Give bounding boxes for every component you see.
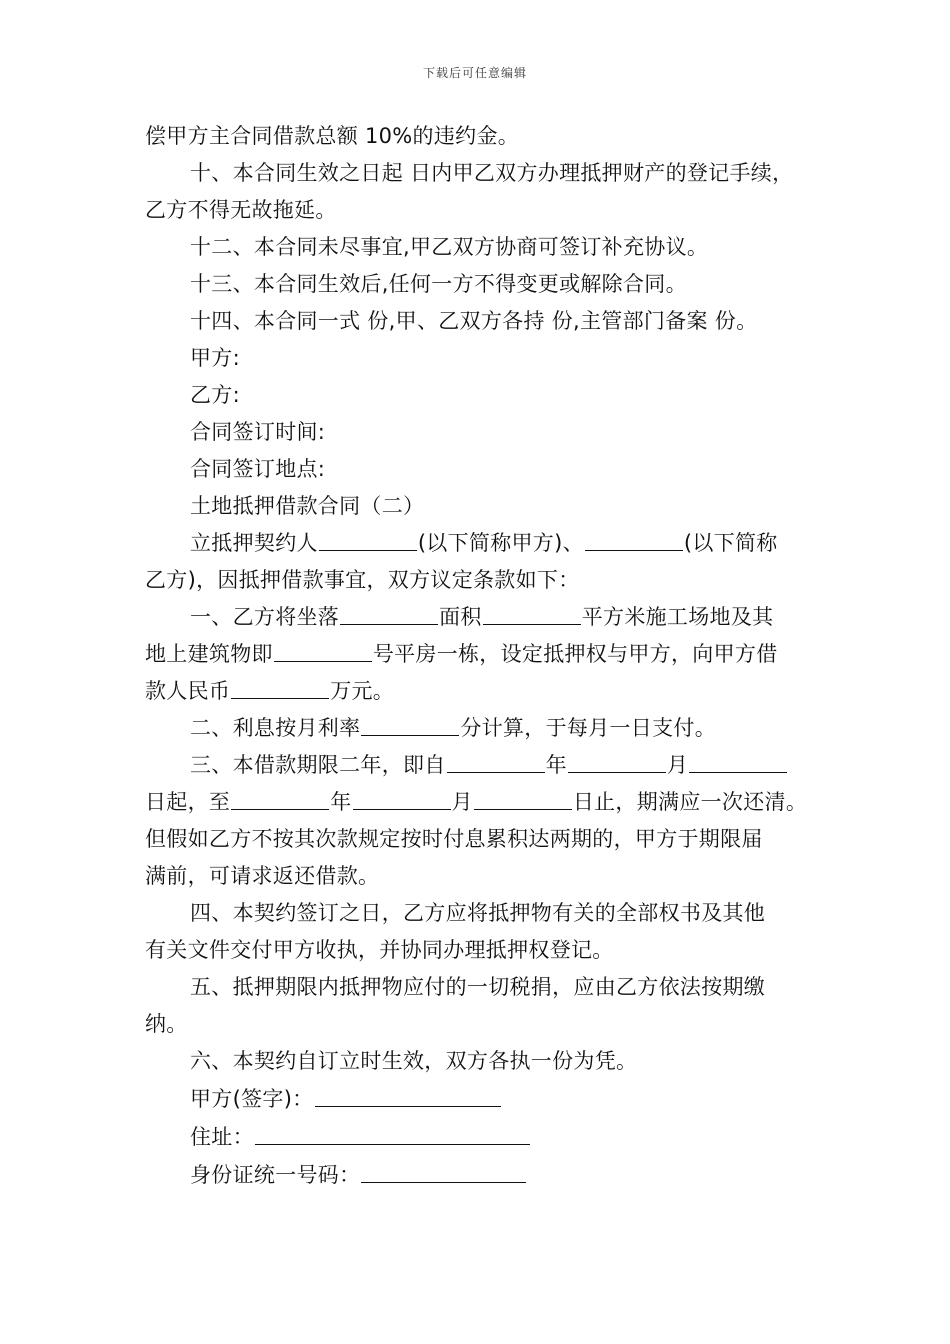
party-a-label: 甲方: bbox=[190, 346, 240, 370]
id-number-line bbox=[145, 1156, 825, 1194]
text-run: 日起，至 bbox=[145, 790, 231, 814]
blank-field bbox=[361, 713, 459, 736]
paragraph-line bbox=[145, 784, 825, 821]
paragraph-line: 但假如乙方不按其次款规定按时付息累积达两期的，甲方于期限届 bbox=[145, 827, 763, 851]
party-a-signature-line bbox=[145, 1080, 825, 1118]
paragraph-line: 偿甲方主合同借款总额 10%的违约金。 bbox=[145, 124, 520, 148]
paragraph-line bbox=[145, 636, 825, 673]
clause-four: 四、本契约签订之日，乙方应将抵押物有关的全部权书及其他 bbox=[190, 901, 766, 925]
parties-line bbox=[145, 525, 825, 562]
text-run: 二、利息按月利率 bbox=[190, 716, 361, 740]
paragraph-line: 乙方不得无故拖延。 bbox=[145, 198, 337, 222]
text-run: 号平房一栋，设定抵押权与甲方，向甲方借 bbox=[372, 642, 778, 666]
paragraph-line: 满前，可请求返还借款。 bbox=[145, 864, 380, 888]
text-run: (以下简称 bbox=[683, 531, 778, 555]
clause-five: 五、抵押期限内抵押物应付的一切税捐，应由乙方依法按期缴 bbox=[190, 975, 766, 999]
blank-field bbox=[231, 787, 329, 810]
address-line bbox=[145, 1118, 825, 1156]
page-header: 下载后可任意编辑 bbox=[422, 66, 527, 80]
text-run: 平方米施工场地及其 bbox=[581, 605, 774, 629]
clause-three bbox=[145, 747, 825, 784]
document-body bbox=[145, 118, 825, 1194]
text-run: 款人民币 bbox=[145, 679, 231, 703]
party-b-label: 乙方: bbox=[190, 383, 240, 407]
blank-field bbox=[689, 750, 787, 773]
blank-field bbox=[483, 602, 581, 625]
clause-six: 六、本契约自订立时生效，双方各执一份为凭。 bbox=[190, 1049, 638, 1073]
text-run: 甲方(签字)： bbox=[190, 1087, 314, 1111]
id-number-blank bbox=[361, 1160, 526, 1183]
text-run: 月 bbox=[451, 790, 473, 814]
blank-field bbox=[585, 528, 683, 551]
text-run: 三、本借款期限二年，即自 bbox=[190, 753, 446, 777]
signing-place-label: 合同签订地点: bbox=[190, 457, 326, 481]
text-run: 年 bbox=[545, 753, 567, 777]
clause-ten: 十、本合同生效之日起 日内甲乙双方办理抵押财产的登记手续， bbox=[190, 161, 794, 185]
blank-field bbox=[340, 602, 438, 625]
paragraph-line: 有关文件交付甲方收执，并协同办理抵押权登记。 bbox=[145, 938, 614, 962]
blank-field bbox=[231, 676, 329, 699]
text-run: 面积 bbox=[439, 605, 482, 629]
blank-field bbox=[274, 639, 372, 662]
text-run: 月 bbox=[666, 753, 689, 777]
blank-field bbox=[353, 787, 451, 810]
text-run: 一、乙方将坐落 bbox=[190, 605, 340, 629]
blank-field bbox=[319, 528, 417, 551]
paragraph-line: 乙方)，因抵押借款事宜，双方议定条款如下： bbox=[145, 568, 580, 592]
blank-field bbox=[568, 750, 666, 773]
clause-fourteen: 十四、本合同一式 份,甲、乙双方各持 份,主管部门备案 份。 bbox=[190, 309, 758, 333]
blank-field bbox=[447, 750, 545, 773]
text-run: 地上建筑物即 bbox=[145, 642, 273, 666]
text-run: 分计算，于每月一日支付。 bbox=[460, 716, 717, 740]
clause-two bbox=[145, 710, 825, 747]
clause-one bbox=[145, 599, 825, 636]
paragraph-line: 纳。 bbox=[145, 1012, 188, 1036]
clause-thirteen: 十三、本合同生效后,任何一方不得变更或解除合同。 bbox=[190, 272, 687, 296]
text-run: 日止，期满应一次还清。 bbox=[572, 790, 808, 814]
signing-time-label: 合同签订时间: bbox=[190, 420, 326, 444]
clause-twelve: 十二、本合同未尽事宜,甲乙双方协商可签订补充协议。 bbox=[190, 235, 709, 259]
text-run: 万元。 bbox=[330, 679, 395, 703]
text-run: (以下简称甲方)、 bbox=[417, 531, 584, 555]
blank-field bbox=[474, 787, 572, 810]
paragraph-line bbox=[145, 673, 825, 710]
address-blank bbox=[255, 1122, 530, 1145]
text-run: 住址： bbox=[190, 1125, 254, 1149]
text-run: 立抵押契约人 bbox=[190, 531, 318, 555]
contract-two-title: 土地抵押借款合同（二） bbox=[190, 494, 425, 518]
text-run: 身份证统一号码： bbox=[190, 1163, 361, 1187]
text-run: 年 bbox=[330, 790, 352, 814]
signature-blank bbox=[315, 1084, 501, 1107]
